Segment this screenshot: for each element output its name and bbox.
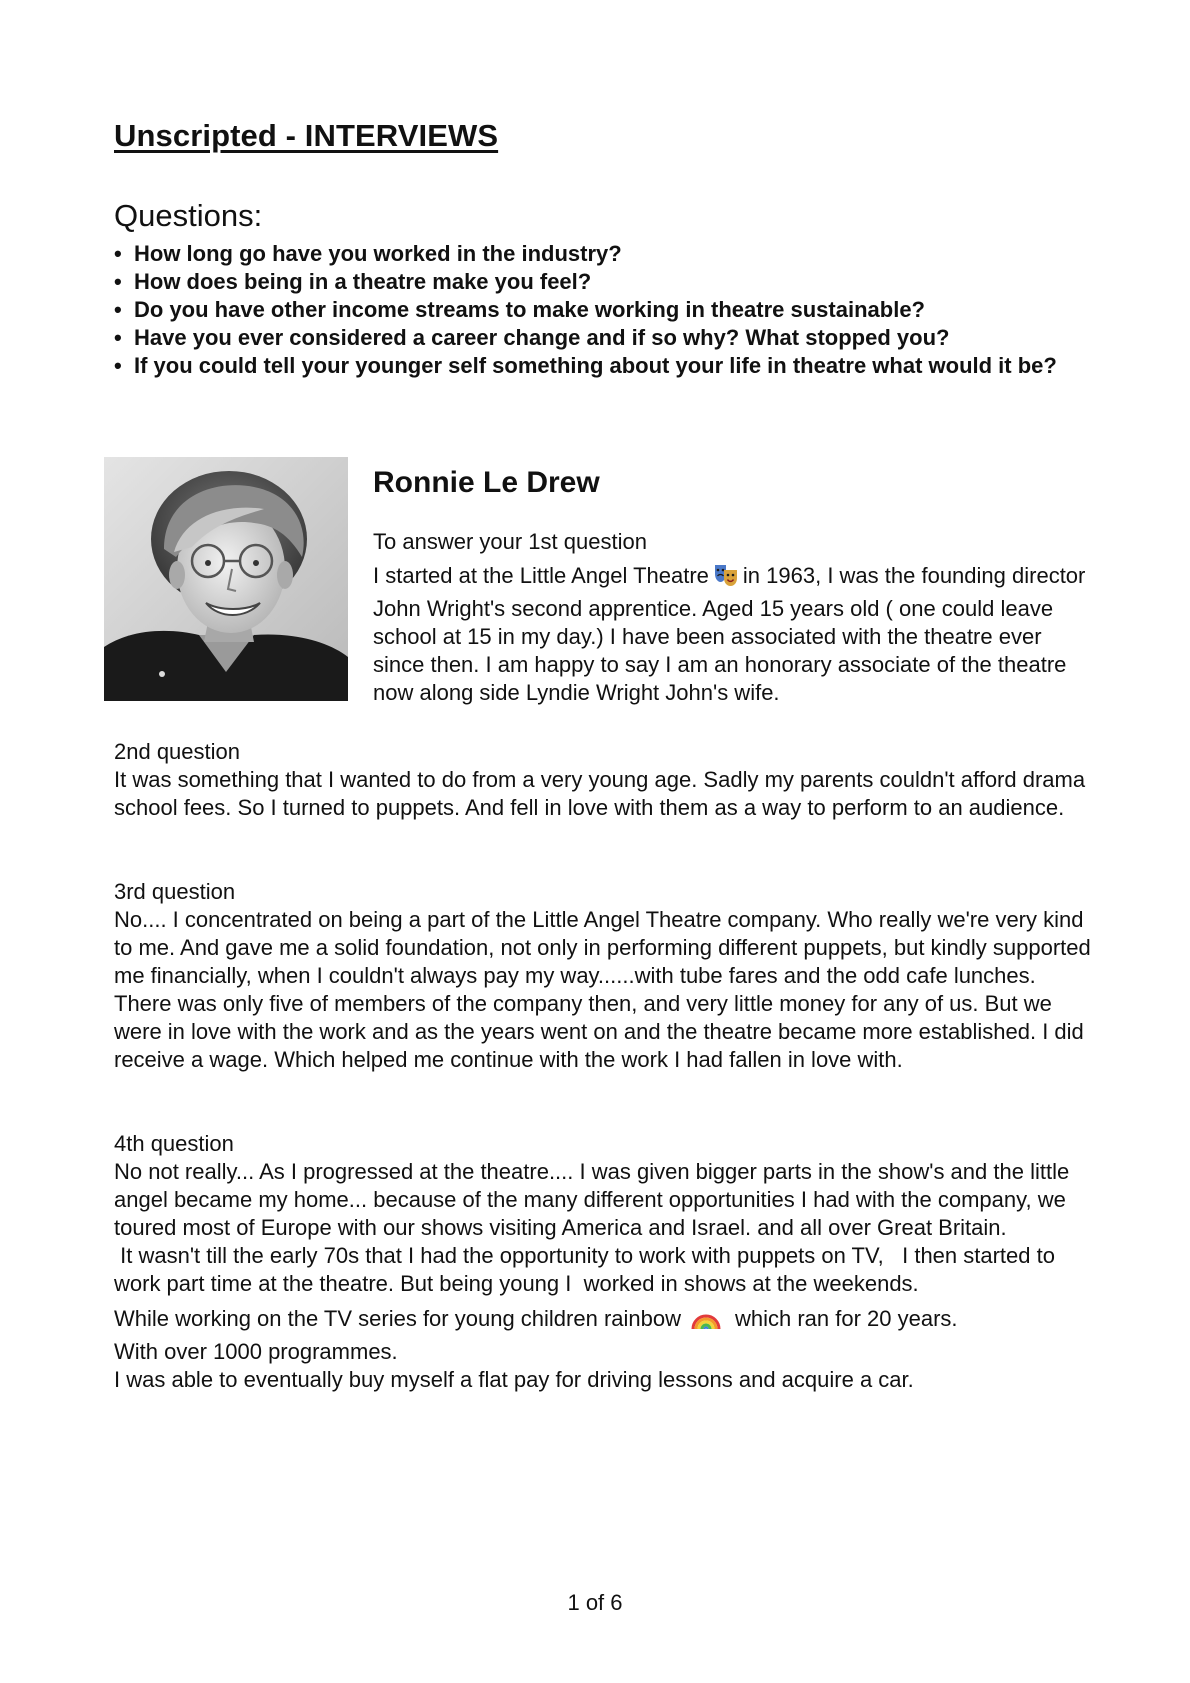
answer-3	[114, 878, 1094, 1074]
question-text: How does being in a theatre make you feel?	[134, 269, 592, 294]
answer-4-label: 4th question	[114, 1131, 234, 1156]
bullet-icon: •	[114, 325, 122, 350]
answer-4	[114, 1130, 1094, 1394]
answer-1-intro: To answer your 1st question	[373, 529, 647, 554]
answer-2-label: 2nd question	[114, 739, 240, 764]
answer-1	[373, 528, 1093, 707]
answer-4-paragraph-3-start: While working on the TV series for young children rainbow	[114, 1306, 681, 1331]
answer-3-text: No.... I concentrated on being a part of the Little Angel Theatre company. Who really we're very kind to me. And gave me a solid foundation, not only in performing different puppets, but kindly supported me financially, when I couldn't always pay my way......with tube fares and the odd cafe lunches. There was only five of members of the company then, and very little money for any of us. But we were in love with the work and as the years went on and the theatre became more established. I did receive a wage. Which helped me continue with the work I had fallen in love with.	[114, 907, 1091, 1072]
bullet-icon: •	[114, 297, 122, 322]
questions-list	[114, 240, 1094, 380]
answer-2	[114, 738, 1094, 822]
answer-1-text-start: I started at the Little Angel Theatre	[373, 563, 709, 588]
question-text: How long go have you worked in the industry?	[134, 241, 622, 266]
questions-heading: Questions:	[114, 198, 263, 233]
interviewee-name: Ronnie Le Drew	[373, 466, 600, 499]
question-text: If you could tell your younger self something about your life in theatre what would it be?	[134, 353, 1057, 378]
answer-1-text	[373, 562, 1093, 707]
answer-2-text: It was something that I wanted to do from a very young age. Sadly my parents couldn't afford drama school fees. So I turned to puppets. And fell in love with them as a way to perform to an audience.	[114, 767, 1086, 820]
bullet-icon: •	[114, 269, 122, 294]
bullet-icon: •	[114, 241, 122, 266]
document-title: Unscripted - INTERVIEWS	[114, 118, 499, 153]
bullet-icon: •	[114, 353, 122, 378]
theatre-masks-icon	[713, 562, 739, 595]
portrait-photo	[104, 457, 348, 701]
answer-4-paragraph-3	[114, 1305, 1094, 1338]
question-item	[114, 240, 1094, 268]
answer-4-paragraph-4: With over 1000 programmes.	[114, 1339, 398, 1364]
question-item	[114, 324, 1094, 352]
question-item	[114, 268, 1094, 296]
question-text: Have you ever considered a career change and if so why? What stopped you?	[134, 325, 950, 350]
answer-4-paragraph-1: No not really... As I progressed at the theatre.... I was given bigger parts in the show's and the little angel became my home... because of the many different opportunities I had with the company, we toured most of Europe with our shows visiting America and Israel. and all over Great Britain.	[114, 1159, 1070, 1240]
answer-1-text-end: in 1963, I was the founding director John Wright's second apprentice. Aged 15 years old ( one could leave school at 15 in my day.) I have been associated with the theatre ever since then. I am happy to say I am an honorary associate of the theatre now along side Lyndie Wright John's wife.	[373, 563, 1086, 705]
answer-4-paragraph-3-end: which ran for 20 years.	[734, 1306, 958, 1331]
question-text: Do you have other income streams to make working in theatre sustainable?	[134, 297, 925, 322]
rainbow-icon	[691, 1305, 721, 1338]
portrait-image	[104, 457, 348, 701]
answer-3-label: 3rd question	[114, 879, 236, 904]
page-number: 1 of 6	[567, 1590, 623, 1615]
question-item	[114, 352, 1094, 380]
answer-4-paragraph-2: It wasn't till the early 70s that I had the opportunity to work with puppets on TV, I then started to work part time at the theatre. But being young I worked in shows at the weekends.	[114, 1243, 1062, 1296]
answer-4-paragraph-5: I was able to eventually buy myself a flat pay for driving lessons and acquire a car.	[114, 1367, 914, 1392]
question-item	[114, 296, 1094, 324]
